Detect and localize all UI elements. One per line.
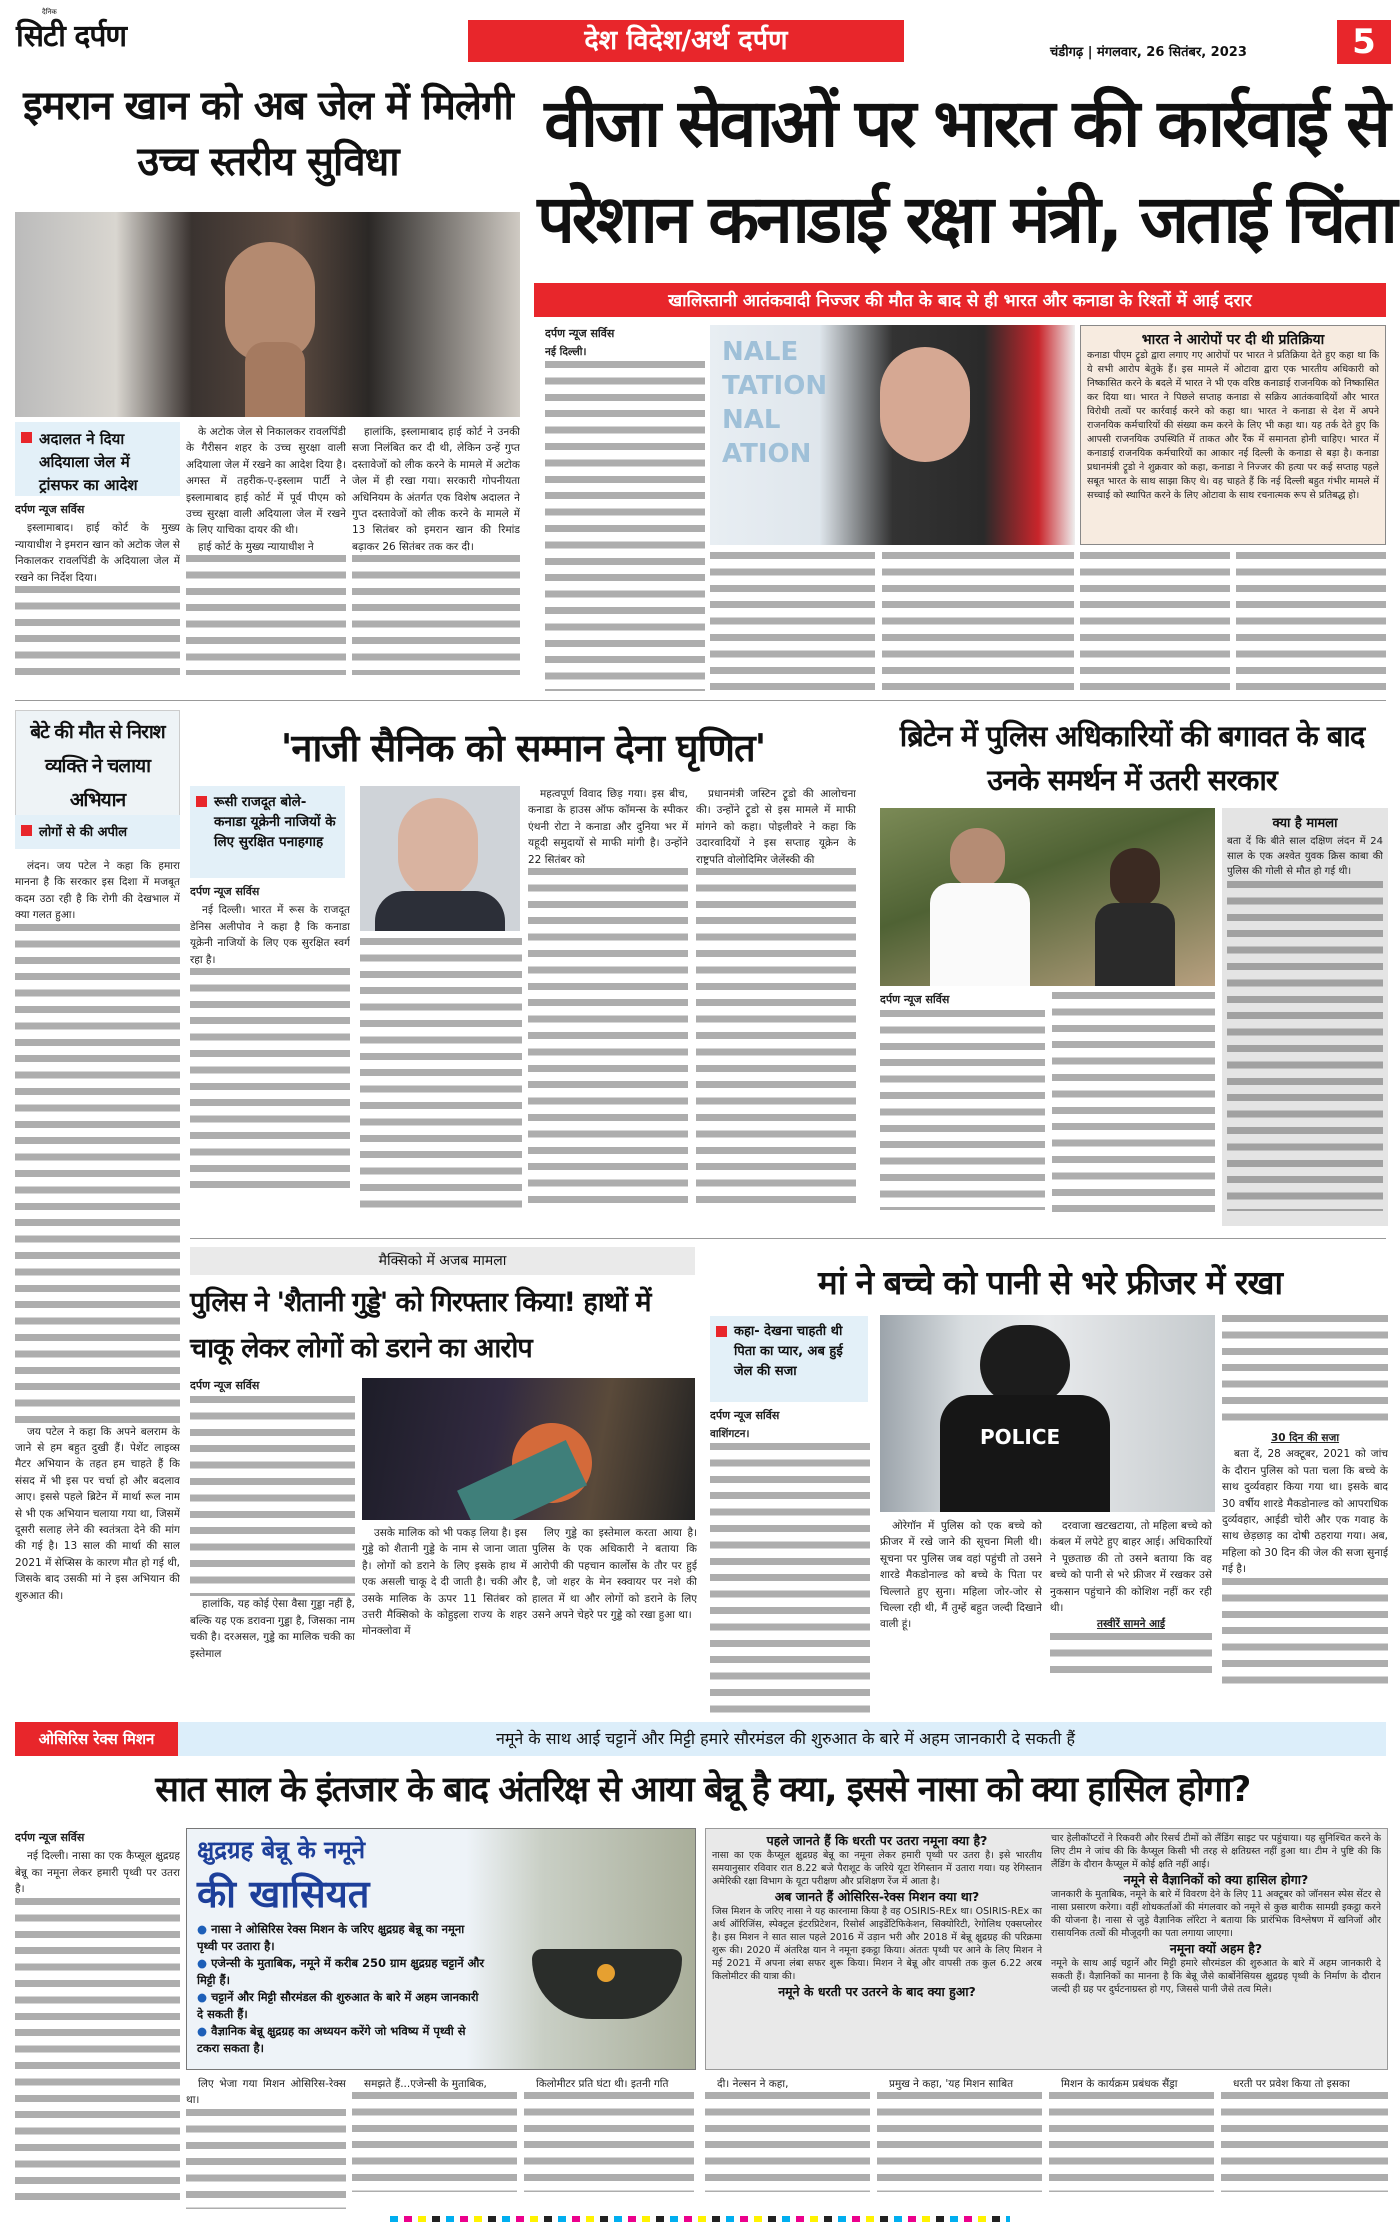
freezer-col-1: दर्पण न्यूज सर्विस वाशिंगटन। bbox=[710, 1408, 870, 1716]
freezer-subhead: कहा- देखना चाहती थी पिता का प्यार, अब हुई जेल की सजा bbox=[710, 1316, 868, 1402]
imran-photo bbox=[15, 212, 520, 417]
canada-col-5 bbox=[1236, 552, 1386, 690]
britain-police-photo bbox=[880, 808, 1215, 986]
patel-column: लंदन। जय पटेल ने कहा कि हमारा मानना है कि सरकार इस दिशा में मजबूत कदम उठा रही है कि रोगी की देखभाल में क्या गलत हुआ। जय पटेल ने कहा कि अपने बलराम के जाने से हम बहुत दुखी हैं। पेशेंट लाइव्स मैटर अभियान के तहत हम चाहते हैं कि संसद में भी इस पर चर्चा हो और बदलाव आए। इससे पहले ब्रिटेन में मार्था रूल नाम से भी एक अभियान चलाया गया था, जिसमें दूसरी सलाह लेने की स्वतंत्रता देने की मांग की गई है। 13 साल की मार्था की साल 2021 में सेप्सिस के कारण मौत हो गई थी, जिसके बाद उसकी मां ने इस अभियान की शुरुआत की। bbox=[15, 860, 180, 1602]
bullet-square-icon bbox=[196, 796, 207, 807]
canada-headline: वीजा सेवाओं पर भारत की कार्रवाई से परेशान कनाडाई रक्षा मंत्री, जताई चिंता bbox=[537, 85, 1395, 258]
nazi-headline: 'नाजी सैनिक को सम्मान देना घृणित' bbox=[280, 726, 766, 770]
imran-col-3: हालांकि, इस्लामाबाद हाई कोर्ट ने उनकी सजा निलंबित कर दी थी, लेकिन उन्हें गुप्त दस्तावेजों को लीक करने के मामले में अटोक जेल में ही रखा गया। सरकारी गोपनीयता अधिनियम के अंतर्गत एक विशेष अदालत ने गुप्त दस्तावेजों को लीक करने के मामले में 13 सितंबर को इमरान खान की रिमांड बढ़ाकर 26 सितंबर तक कर दी। bbox=[352, 424, 520, 692]
bennu-bottom-col-3: किलोमीटर प्रति घंटा थी। इतनी गति bbox=[524, 2076, 694, 2212]
dateline: चंडीगढ़ | मंगलवार, 26 सितंबर, 2023 bbox=[1050, 45, 1247, 60]
canada-col-3 bbox=[882, 552, 1074, 690]
sample-capsule-image bbox=[532, 1949, 682, 2019]
freezer-col-3: दरवाजा खटखटाया, तो महिला बच्चे को कंबल में लपेटे हुए बाहर आई। अधिकारियों ने पूछताछ की तो उसने बताया कि वह बच्चे को पानी से भरे फ्रीजर में रखकर उसे नुकसान पहुंचाने की कोशिश नहीं कर रही थी। तस्वीरें सामने आईं bbox=[1050, 1518, 1212, 1716]
mexico-col-2: उसके मालिक को भी पकड़ लिया है। इस गुड्डे को शैतानी गुड्डे के नाम से जाना जाता है। लोगों को डराने के लिए इसके हाथ में एक असली चाकू दे दी जाती है। चकी और उसके मालिक के ऊपर 11 सितंबर को उत्तरी मैक्सिको के कोहुइला राज्य के शहर मोनक्लोवा में bbox=[362, 1527, 527, 1638]
bennu-bottom-col-6: मिशन के कार्यक्रम प्रबंधक सैंड्रा bbox=[1049, 2076, 1214, 2212]
freezer-headline: मां ने बच्चे को पानी से भरे फ्रीजर में रखा bbox=[817, 1263, 1283, 1302]
bennu-strap: नमूने के साथ आई चट्टानें और मिट्टी हमारे सौरमंडल की शुरुआत के बारे में अहम जानकारी दे सकती हैं bbox=[495, 1729, 1076, 1748]
bennu-bottom-col-2: समझते हैं...एजेन्सी के मुताबिक, bbox=[352, 2076, 517, 2212]
imran-col-1: दर्पण न्यूज सर्विस इस्लामाबाद। हाई कोर्ट के मुख्य न्यायाधीश ने इमरान खान को अटोक जेल से निकालकर रावलपिंडी के अदियाला जेल में रखने का निर्देश दिया। bbox=[15, 502, 180, 692]
britain-col-2 bbox=[1052, 992, 1215, 1216]
info-bullets: ● नासा ने ओसिरिस रेक्स मिशन के जरिए क्षुद्रग्रह बेन्नू का नमूना पृथ्वी पर उतारा है। ● एजेन्सी के मुताबिक, नमूने में करीब 250 ग्राम क्षुद्रग्रह चट्टानें और मिट्टी हैं। ● चट्टानें और मिट्टी सौरमंडल की शुरुआत के बारे में अहम जानकारी दे सकती हैं। ● वैज्ञानिक बेन्नू क्षुद्रग्रह का अध्ययन करेंगे जो भविष्य में पृथ्वी से टकरा सकता है। bbox=[197, 1922, 485, 2055]
mexico-col-3: लिए गुड्डे का इस्तेमाल करता आया है। पुलिस के एक अधिकारी ने बताया कि आरोपी की पहचान कार्लोस के तौर पर हुई है, जो शहर के मेन स्क्वायर पर नशे की हालत में था और लोगों को डराने के लिए उसने अपने चेहरे पर गुड्डे को रखा हुआ था। bbox=[532, 1527, 697, 1622]
britain-col-1: दर्पण न्यूज सर्विस bbox=[880, 992, 1045, 1216]
freezer-col-4: 30 दिन की सजा बता दें, 28 अक्टूबर, 2021 को जांच के दौरान पुलिस को पता चला कि बच्चे के साथ दुर्व्यवहार किया गया था। इसके बाद 30 वर्षीय शारडे मैकडोनाल्ड को आपराधिक दुर्व्यवहार, आईडी चोरी और एक गवाह के साथ छेड़छाड़ का दोषी ठहराया गया। अब, महिला को 30 दिन की जेल की सजा सुनाई गई है। bbox=[1222, 1315, 1388, 1716]
bennu-bottom-col-1: लिए भेजा गया मिशन ओसिरिस-रेक्स था। bbox=[186, 2076, 346, 2212]
nazi-col-1: दर्पण न्यूज सर्विस नई दिल्ली। भारत में रूस के राजदूत डेनिस अलीपोव ने कहा है कि कनाडा यूक्रेनी नाजियों के लिए एक सुरक्षित स्वर्ग रहा है। bbox=[190, 884, 350, 1216]
mission-label: ओसिरिस रेक्स मिशन bbox=[15, 1722, 178, 1756]
imran-subhead: अदालत ने दिया अदियाला जेल में ट्रांसफर का आदेश bbox=[15, 422, 180, 496]
canada-col-1: दर्पण न्यूज सर्विस नई दिल्ली। bbox=[545, 326, 705, 692]
canada-strap: खालिस्तानी आतंकवादी निज्जर की मौत के बाद से ही भारत और कनाडा के रिश्तों में आई दरार bbox=[534, 281, 1386, 317]
bennu-bottom-col-7: धरती पर प्रवेश किया तो इसका bbox=[1221, 2076, 1388, 2212]
logo: दैनिक सिटी दर्पण bbox=[16, 8, 127, 54]
canada-reaction-box: भारत ने आरोपों पर दी थी प्रतिक्रिया कनाडा पीएम ट्रूडो द्वारा लगाए गए आरोपों पर भारत ने प्रतिक्रिया देते हुए कहा था कि ये सभी आरोप बेतुके हैं। इस मामले में ओटावा द्वारा एक भारतीय अधिकारी को निष्कासित करने के बदले में भारत ने भी एक वरिष्ठ कनाडाई राजनयिक को निष्कासित कर दिया था। भारत ने पिछले सप्ताह कनाडा से सक्रिय आतंकवादियों और भारत विरोधी तत्वों पर कार्रवाई करने को कहा था। भारत ने कनाडा से देश में अपने राजनयिक कर्मचारियों की संख्या कम करने के लिए भी कहा था। यह तर्क देते हुए कि आपसी राजनयिक उपस्थिति में ताकत और रैंक में समानता होनी चाहिए। भारत में कनाडाई राजनयिक कर्मचारियों का आकार नई दिल्ली के कनाडा से बड़ा है। कनाडा प्रधानमंत्री ट्रूडो ने शुक्रवार को कहा, कनाडा ने निज्जर की हत्या पर कई सप्ताह पहले सबूत भारत के साथ साझा किए थे। वह चाहते हैं कि नई दिल्ली बहुत गंभीर मामले में सच्चाई को स्थापित करने के लिए ओटावा के साथ रचनात्मक रूप से प्रतिबद्ध हो। bbox=[1080, 325, 1386, 545]
freezer-col-2: ओरेगॉन में पुलिस को एक बच्चे को फ्रीजर में रखे जाने की सूचना मिली थी। सूचना पर पुलिस जब वहां पहुंची तो उसने शारडे मैकडोनाल्ड को बच्चे के पिता पर चिल्लाते हुए सुना। महिला जोर-जोर से चिल्ला रही थी, मैं तुम्हें बहुत जल्दी दिखाने वाली हूं। bbox=[880, 1520, 1042, 1631]
bennu-bottom-col-4: दी। नेल्सन ने कहा, bbox=[705, 2076, 870, 2212]
patel-subhead: लोगों से की अपील bbox=[15, 815, 180, 849]
bennu-strap-bar bbox=[15, 1722, 1386, 1756]
page-number: 5 bbox=[1337, 20, 1391, 64]
police-officer-photo: POLICE bbox=[880, 1315, 1215, 1512]
mexico-label: मैक्सिको में अजब मामला bbox=[190, 1247, 695, 1275]
bennu-bottom-col-5: प्रमुख ने कहा, 'यह मिशन साबित bbox=[877, 2076, 1042, 2212]
bullet-square-icon bbox=[21, 432, 32, 443]
mexico-headline: पुलिस ने 'शैतानी गुड्डे' को गिरफ्तार किया! हाथों में चाकू लेकर लोगों को डराने का आरोप bbox=[190, 1287, 651, 1364]
imran-col-2: के अटोक जेल से निकालकर रावलपिंडी के गैरीसन शहर के उच्च सुरक्षा वाली अदियाला जेल में रखने का आदेश दिया है। अगस्त में तहरीक-ए-इस्लाम पार्टी ने इस्लामाबाद हाई कोर्ट में पूर्व पीएम को उच्च सुरक्षा वाली अदियाला जेल में रखने के लिए याचिका दायर की थी। हाई कोर्ट के मुख्य न्यायाधीश ने bbox=[186, 424, 346, 692]
mexico-col-1: दर्पण न्यूज सर्विस हालांकि, यह कोई ऐसा वैसा गुड्डा नहीं है, बल्कि यह एक डरावना गुड्डा है, जिसका नाम चकी है। दरअसल, गुड्डे का मालिक चकी का इस्तेमाल bbox=[190, 1379, 355, 1660]
canada-col-4 bbox=[1080, 552, 1230, 690]
masthead bbox=[0, 0, 1400, 66]
canada-minister-photo: NALE TATION NAL ATION bbox=[710, 325, 1075, 545]
ambassador-photo bbox=[360, 786, 520, 931]
bennu-infographic: क्षुद्रग्रह बेन्नू के नमूने की खासियत ● नासा ने ओसिरिस रेक्स मिशन के जरिए क्षुद्रग्रह बेन्नू का नमूना पृथ्वी पर उतारा है। ● एजेन्सी के मुताबिक, नमूने में करीब 250 ग्राम क्षुद्रग्रह चट्टानें और मिट्टी हैं। ● चट्टानें और मिट्टी सौरमंडल की शुरुआत के बारे में अहम जानकारी दे सकती हैं। ● वैज्ञानिक बेन्नू क्षुद्रग्रह का अध्ययन करेंगे जो भविष्य में पृथ्वी से टकरा सकता है। bbox=[186, 1828, 696, 2070]
bennu-headline: सात साल के इंतजार के बाद अंतरिक्ष से आया बेन्नू है क्या, इससे नासा को क्या हासिल होगा? bbox=[155, 1770, 1250, 1810]
britain-headline: ब्रिटेन में पुलिस अधिकारियों की बगावत के बाद उनके समर्थन में उतरी सरकार bbox=[899, 719, 1365, 797]
nazi-col-3: महत्वपूर्ण विवाद छिड़ गया। इस बीच, कनाडा के हाउस ऑफ कॉमन्स के स्पीकर एंथनी रोटा ने कनाडा और दुनिया भर में यहूदी समुदायों से माफी मांगी है। उन्होंने 22 सितंबर को bbox=[528, 786, 688, 1216]
bennu-qa-box: पहले जानते हैं कि धरती पर उतरा नमूना क्या है? नासा का एक कैप्सूल क्षुद्रग्रह बेन्नू का नमूना लेकर हमारी पृथ्वी पर उतरा है। इसे भारतीय समयानुसार रविवार रात 8.22 बजे पैराशूट के जरिये यूटा रेगिस्तान में उतारा गया। यह रेगिस्तान अमेरिकी रक्षा विभाग के यूटा परीक्षण और प्रशिक्षण रेंज में आता है। अब जानते हैं ओसिरिस-रेक्स मिशन क्या था? जिस मिशन के जरिए नासा ने यह कारनामा किया है वह OSIRIS-REx था। OSIRIS-REx का अर्थ ऑरिजिंस, स्पेक्ट्रल इंटरप्रिटेशन, रिसोर्स आइडेंटिफिकेशन, सिक्योरिटी, रेगोलिथ एक्सप्लोरर है। इस मिशन ने सात साल पहले 2016 में उड़ान भरी और 2018 में बेन्नू क्षुद्रग्रह की परिक्रमा शुरू की। 2020 में अंतरिक्ष यान ने नमूना इकट्ठा किया। अंततः पृथ्वी पर आने के लिए मिशन ने मई 2021 में अपना लंबा सफर शुरू किया। मिशन ने बेन्नू और वापसी तक कुल 6.22 अरब किलोमीटर की यात्रा की। नमूने के धरती पर उतरने के बाद क्या हुआ? चार हेलीकॉप्टरों ने रिकवरी और रिसर्च टीमों को लैंडिंग साइट पर पहुंचाया। यह सुनिश्चित करने के लिए टीम ने जांच की कि कैप्सूल किसी भी तरह से क्षतिग्रस्त नहीं हुआ था। टीम ने पुष्टि की कि लैंडिंग के दौरान कैप्सूल में कोई क्षति नहीं आई। नमूने से वैज्ञानिकों को क्या हासिल होगा? जानकारी के मुताबिक, नमूने के बारे में विवरण देने के लिए 11 अक्टूबर को जॉनसन स्पेस सेंटर से नासा प्रसारण करेगा। वहीं शोधकर्ताओं की मंगलवार को नमूने से कुछ बारीक सामग्री इकट्ठा करने की योजना है। नासा से जुड़े वैज्ञानिक लॉरेटा ने बताया कि प्रारंभिक विश्लेषण में खनिजों और रासायनिक तत्वों की मौजूदगी का पता लगाया जाएगा। नमूना क्यों अहम है? नमूने के साथ आई चट्टानें और मिट्टी हमारे सौरमंडल की शुरुआत के बारे में अहम जानकारी दे सकती हैं। वैज्ञानिकों का मानना है कि बेन्नू जैसे कार्बोनेसियस क्षुद्रग्रह पृथ्वी के निर्माण के दौरान जल्दी ही ग्रह पर दुर्घटनाग्रस्त हो गए, जिससे पानी जैसे तत्व मिले। bbox=[705, 1828, 1388, 2070]
bullet-square-icon bbox=[21, 825, 32, 836]
section-banner: देश विदेश/अर्थ दर्पण bbox=[468, 20, 904, 62]
britain-box: क्या है मामला बता दें कि बीते साल दक्षिण लंदन में 24 साल के एक अश्वेत युवक क्रिस काबा की पुलिस की गोली से मौत हो गई थी। bbox=[1222, 808, 1388, 1226]
bennu-col-1: दर्पण न्यूज सर्विस नई दिल्ली। नासा का एक कैप्सूल क्षुद्रग्रह बेन्नू का नमूना लेकर हमारी पृथ्वी पर उतरा है। bbox=[15, 1830, 180, 2212]
nazi-col-2 bbox=[360, 938, 522, 1216]
patel-headline-box: बेटे की मौत से निराश व्यक्ति ने चलाया अभियान bbox=[15, 710, 180, 840]
imran-headline: इमरान खान को अब जेल में मिलेगी उच्च स्तरीय सुविधा bbox=[23, 83, 513, 185]
registration-marks bbox=[390, 2216, 1010, 2222]
chucky-doll-photo bbox=[362, 1378, 695, 1520]
nazi-col-4: प्रधानमंत्री जस्टिन ट्रूडो की आलोचना की। उन्होंने ट्रूडो से इस मामले में माफी मांगने को कहा। पोइलीवरे ने कहा कि उदारवादियों ने इस सप्ताह यूक्रेन के राष्ट्रपति वोलोदिमिर जेलेंस्की की bbox=[696, 786, 856, 1216]
nazi-subhead: रूसी राजदूत बोले- कनाडा यूक्रेनी नाजियों के लिए सुरक्षित पनाहगाह bbox=[190, 786, 345, 878]
bullet-square-icon bbox=[716, 1326, 727, 1337]
canada-col-2 bbox=[710, 552, 875, 690]
